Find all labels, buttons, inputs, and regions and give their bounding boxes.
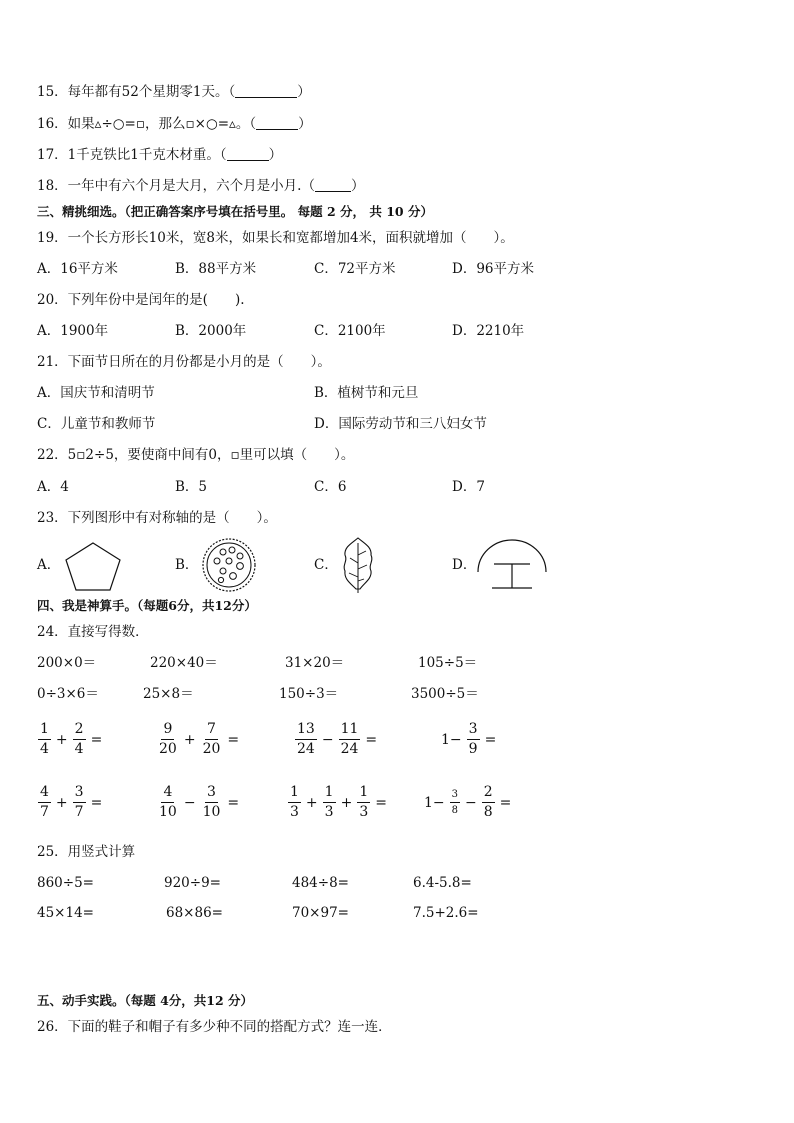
q21-option-b[interactable]: B．植树节和元旦 (314, 385, 419, 401)
calc-item: 68×86= (166, 905, 223, 921)
calc-item: 200×0＝ (37, 655, 97, 671)
calc-item: 484÷8= (292, 875, 349, 891)
question-22: 22．5▫2÷5，要使商中间有0，▫里可以填（ ）。 (37, 447, 355, 463)
q23-option-c[interactable]: C． (314, 557, 338, 573)
q22-option-c[interactable]: C．6 (314, 479, 347, 495)
q23-option-b[interactable]: B． (175, 557, 199, 573)
circle-dots-figure (200, 536, 258, 594)
q19-option-a[interactable]: A．16平方米 (37, 261, 118, 277)
question-17: 17．1千克铁比1千克木材重。（ ） (37, 147, 283, 163)
answer-blank[interactable] (235, 84, 297, 98)
q20-option-c[interactable]: C．2100年 (314, 323, 386, 339)
calc-item: 3500÷5＝ (411, 686, 479, 702)
fraction-expression: $\frac{1}{3}$ + $\frac{1}{3}$ + $\frac{1}{3}$ = (290, 784, 387, 820)
question-21: 21．下面节日所在的月份都是小月的是（ ）。 (37, 354, 331, 370)
section-3-heading: 三、精挑细选。（把正确答案序号填在括号里。 每题 2 分， 共 10 分） (37, 204, 433, 219)
question-18: 18．一年中有六个月是大月，六个月是小月.（ ） (37, 178, 365, 194)
calc-item: 31×20＝ (285, 655, 345, 671)
fraction-expression: $\frac{9}{20}$ + $\frac{7}{20}$ = (159, 721, 240, 757)
question-23: 23．下列图形中有对称轴的是（ ）。 (37, 510, 277, 526)
q20-option-b[interactable]: B．2000年 (175, 323, 247, 339)
question-24: 24．直接写得数． (37, 624, 149, 640)
calc-item: 25×8＝ (143, 686, 194, 702)
answer-blank[interactable] (315, 178, 351, 192)
q22-option-b[interactable]: B．5 (175, 479, 208, 495)
q19-option-d[interactable]: D．96平方米 (452, 261, 535, 277)
fraction-expression: $\frac{4}{7}$ + $\frac{3}{7}$ = (40, 784, 103, 820)
calc-item: 6.4-5.8= (413, 875, 472, 891)
q23-option-d[interactable]: D． (452, 557, 477, 573)
calc-item: 105÷5＝ (418, 655, 478, 671)
fraction-expression: 1− $\frac{3}{9}$ = (441, 721, 497, 757)
calc-item: 7.5+2.6= (413, 905, 479, 921)
section-5-heading: 五、动手实践。（每题 4分，共12 分） (37, 993, 254, 1008)
calc-item: 0÷3×6＝ (37, 686, 99, 702)
leaf-figure (338, 535, 378, 595)
question-20: 20．下列年份中是闰年的是( ). (37, 292, 245, 308)
q21-option-d[interactable]: D．国际劳动节和三八妇女节 (314, 416, 487, 432)
q21-option-c[interactable]: C．儿童节和教师节 (37, 416, 156, 432)
fraction-expression: 1− $\frac{3}{8}$ − $\frac{2}{8}$ = (424, 784, 512, 820)
q22-option-a[interactable]: A．4 (37, 479, 69, 495)
q20-option-d[interactable]: D．2210年 (452, 323, 525, 339)
fraction-expression: $\frac{13}{24}$ − $\frac{11}{24}$ = (297, 721, 378, 757)
q23-option-a[interactable]: A． (37, 557, 61, 573)
calc-item: 70×97= (292, 905, 349, 921)
question-15: 15．每年都有52个星期零1天。（ ） (37, 84, 311, 100)
fraction-expression: $\frac{4}{10}$ − $\frac{3}{10}$ = (159, 784, 240, 820)
question-25: 25．用竖式计算 (37, 844, 136, 860)
q20-option-a[interactable]: A．1900年 (37, 323, 109, 339)
q19-option-b[interactable]: B．88平方米 (175, 261, 257, 277)
pentagon-figure (63, 540, 123, 592)
q22-option-d[interactable]: D．7 (452, 479, 485, 495)
calc-item: 150÷3＝ (279, 686, 339, 702)
fraction-expression: $\frac{1}{4}$ + $\frac{2}{4}$ = (40, 721, 103, 757)
calc-item: 860÷5= (37, 875, 94, 891)
calc-item: 220×40＝ (150, 655, 218, 671)
answer-blank[interactable] (227, 147, 269, 161)
question-26: 26．下面的鞋子和帽子有多少种不同的搭配方式？连一连． (37, 1019, 392, 1035)
q21-option-a[interactable]: A．国庆节和清明节 (37, 385, 155, 401)
q19-option-c[interactable]: C．72平方米 (314, 261, 396, 277)
calc-item: 920÷9= (164, 875, 221, 891)
answer-blank[interactable] (256, 116, 298, 130)
arc-figure (474, 538, 548, 592)
calc-item: 45×14= (37, 905, 94, 921)
question-16: 16．如果▵÷○=▫，那么▫×○=▵。（ ） (37, 116, 312, 132)
section-4-heading: 四、我是神算手。（每题6分，共12分） (37, 598, 257, 613)
question-19: 19．一个长方形长10米，宽8米，如果长和宽都增加4米，面积就增加（ ）。 (37, 230, 514, 246)
